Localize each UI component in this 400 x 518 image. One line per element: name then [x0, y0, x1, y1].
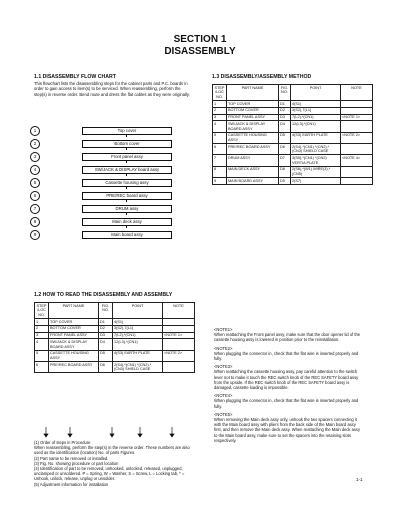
table-row: [35, 332, 195, 339]
note-body: When plugging the connector in, check that the flat wire is inserted properly and fully.: [214, 398, 359, 409]
table-cell: 1: [35, 318, 49, 325]
flow-step: [30, 126, 180, 136]
table-cell: 2(S7): [291, 178, 341, 185]
legend: [34, 440, 194, 487]
table-row: [213, 178, 373, 185]
table-cell: MAIN BOARD ASSY: [227, 178, 279, 185]
step-connector: [126, 186, 127, 189]
table-cell: 2: [213, 107, 227, 114]
note-body: When reattaching the Front panel assy, make sure that the door opener lid of the cassette housing assy is lowered in position prior to the reinstallation.: [214, 332, 361, 343]
table-cell: FRONT PANEL ASSY: [49, 332, 99, 339]
table-cell: <NOTE 4>: [341, 155, 373, 166]
table-cell: PRE/REC BOARD ASSY: [49, 362, 99, 373]
section-name: DISASSEMBLY: [164, 46, 236, 57]
table-cell: [163, 325, 195, 332]
table-cell: [341, 166, 373, 177]
table-cell: MAIN DECK ASSY: [227, 166, 279, 177]
table-cell: 8: [213, 166, 227, 177]
column-header: PART NAME: [49, 303, 99, 319]
table-row: [213, 144, 373, 155]
table-cell: CASSETTE HOUSING ASSY: [49, 350, 99, 361]
table-cell: 5: [35, 350, 49, 361]
table-row: [35, 325, 195, 332]
table-cell: PRE/REC BOARD ASSY: [227, 144, 279, 155]
column-header: FIG. NO.: [99, 303, 113, 319]
table-cell: 4: [35, 339, 49, 350]
table-cell: [341, 144, 373, 155]
step-connector: [126, 147, 127, 150]
flow-step: [30, 191, 180, 201]
table-cell: 3: [213, 114, 227, 121]
note-body: When plugging the connector in, check that the flat wire is inserted properly and fully.: [214, 350, 359, 362]
flow-step: [30, 178, 180, 188]
table-row: [213, 155, 373, 166]
step-connector: [126, 199, 127, 202]
table-cell: [163, 339, 195, 350]
table-cell: DRUM ASSY: [227, 155, 279, 166]
flow-step: [30, 204, 180, 214]
table-row: [213, 166, 373, 177]
table-row: [213, 107, 373, 114]
how-to-read-table: [34, 302, 195, 373]
step-number: 1: [30, 126, 40, 136]
table-cell: D8: [279, 166, 291, 177]
step-number: 7: [30, 204, 40, 214]
step-number: 6: [30, 191, 40, 201]
table-cell: CASSETTE HOUSING ASSY: [227, 132, 279, 143]
table-cell: 5: [213, 132, 227, 143]
table-cell: <NOTE 2>: [341, 132, 373, 143]
method-heading: 1.3 DISASSEMBLY/ASSEMBLY METHOD: [212, 74, 312, 80]
step-box: DRUM assy: [82, 205, 172, 213]
column-header: STEP /LOC NO.: [213, 85, 227, 101]
column-header: NOTE: [163, 303, 195, 319]
table-cell: 7(L2),*(CN1): [291, 114, 341, 121]
note-title: <NOTE2>: [214, 345, 233, 351]
legend-item: (5) Adjustment information for installation: [34, 481, 109, 487]
table-cell: D3: [99, 332, 113, 339]
table-cell: D4: [279, 121, 291, 132]
table-cell: <NOTE 2>: [163, 350, 195, 361]
table-cell: 4(S1): [291, 100, 341, 107]
step-box: SW/JACK & DISPLAY board assy: [82, 166, 172, 174]
table-cell: 2(S6),*(W1) WIRE(3),*(CN5): [291, 166, 341, 177]
step-connector: [126, 134, 127, 137]
legend-item: When reassembling, perform the step(s) in the reverse order. These numbers are also used as the identification (location) No. of parts Figures.: [34, 445, 190, 456]
table-cell: BOTTOM COVER: [49, 325, 99, 332]
reference-arrows: [40, 426, 180, 438]
table-cell: 6: [35, 362, 49, 373]
table-cell: D6: [99, 362, 113, 373]
table-cell: [163, 362, 195, 373]
table-row: [213, 114, 373, 121]
flow-chart-heading: 1.1 DISASSEMBLY FLOW CHART: [34, 74, 116, 80]
table-cell: 4: [213, 121, 227, 132]
table-cell: D4: [99, 339, 113, 350]
method-table: [212, 84, 373, 185]
table-cell: D6: [279, 144, 291, 155]
note-title: <NOTE3>: [214, 364, 233, 370]
legend-item: (4) Identification of part to be removed, unhooked, unlocked, released, unplugged, unclamped or unsoldered. P = Spring, W = Washer, S = Screw, L = Locking tab, * = Unhook, unlock, release, unplug or unsolder.: [34, 466, 185, 482]
step-box: Main deck assy: [82, 218, 172, 226]
table-cell: 2(S4),*(CN1) *(CN2),*(CN3) SHIELD CASE: [113, 362, 163, 373]
flow-step: [30, 139, 180, 149]
arrow-markers-icon: [40, 427, 180, 439]
column-header: NOTE: [341, 85, 373, 101]
table-row: [35, 350, 195, 361]
table-cell: 12(L3),*(CN1): [291, 121, 341, 132]
note-title: <NOTE1>: [214, 327, 233, 332]
note-body: When removing the Main deck assy only, unhook the two spacers connecting it with the Main board assy with pliers from the back side of the Main board assy first, and then remove the Main deck assy. When reattaching the Main deck assy to the Main board assy, make sure to set the spacers into the retaining slots respectively.: [214, 417, 361, 443]
table-cell: [341, 107, 373, 114]
table-cell: SW/JACK & DISPLAY BOARD ASSY: [49, 339, 99, 350]
table-cell: [341, 100, 373, 107]
column-header: POINT: [113, 303, 163, 319]
table-row: [213, 121, 373, 132]
table-cell: 4(S3) EARTH PLATE: [291, 132, 341, 143]
table-cell: 3(S5),*(CN1) *(CN2) VERTIA PLATE: [291, 155, 341, 166]
table-cell: D2: [279, 107, 291, 114]
step-box: PRE/REC board assy: [82, 192, 172, 200]
table-cell: 3(S2),7(L1): [291, 107, 341, 114]
step-connector: [126, 160, 127, 163]
table-cell: <NOTE 1>: [341, 114, 373, 121]
step-connector: [126, 173, 127, 176]
flow-chart-intro: This flowchart lists the disassembling steps for the cabinet parts and P.C. boards in order to gain access to item(s) to be serviced. When reassembling, perform the step(s) in reverse order. Bend route and dress the flat cables as they were originally.: [34, 81, 190, 97]
note-title: <NOTE5>: [214, 411, 233, 417]
table-cell: D1: [99, 318, 113, 325]
table-cell: D5: [279, 132, 291, 143]
table-cell: [163, 318, 195, 325]
table-cell: 3(S2),7(L1): [113, 325, 163, 332]
legend-item: (3) Fig. No. showing procedure or part location: [34, 460, 119, 466]
table-row: [213, 100, 373, 107]
note-body: When reattaching the cassette housing assy, pay careful attention to the switch lever not to make it touch the REC switch knob of the REC SAFETY board assy from the upside. If the REC switch knob of the REC SAFETY board assy is damaged, cassette loading is impossible.: [214, 369, 359, 391]
table-cell: [341, 121, 373, 132]
table-cell: 4(S3) EARTH PLATE: [113, 350, 163, 361]
table-cell: 6: [213, 144, 227, 155]
table-cell: 4(S1): [113, 318, 163, 325]
table-cell: 7(L2),*(CN1): [113, 332, 163, 339]
table-cell: D5: [99, 350, 113, 361]
table-cell: D2: [99, 325, 113, 332]
legend-item: (2) Part name to be removed or installed.: [34, 455, 109, 461]
section-title: [0, 34, 400, 58]
how-to-read-heading: 1.2 HOW TO READ THE DISASSEMBLY AND ASSEMBLY: [34, 292, 173, 298]
table-cell: 9: [213, 178, 227, 185]
flow-step: [30, 217, 180, 227]
table-cell: SW/JACK & DISPLAY BOARD ASSY: [227, 121, 279, 132]
table-cell: <NOTE 1>: [163, 332, 195, 339]
table-cell: 3: [35, 332, 49, 339]
table-cell: TOP COVER: [227, 100, 279, 107]
step-number: 9: [30, 230, 40, 240]
section-number: SECTION 1: [173, 34, 227, 45]
flow-step: [30, 230, 180, 240]
table-cell: [341, 178, 373, 185]
step-number: 5: [30, 178, 40, 188]
column-header: PART NAME: [227, 85, 279, 101]
step-box: Cassette housing assy: [82, 179, 172, 187]
step-box: Main board assy: [82, 231, 172, 239]
table-cell: 2: [35, 325, 49, 332]
step-number: 4: [30, 165, 40, 175]
column-header: POINT: [291, 85, 341, 101]
step-number: 8: [30, 217, 40, 227]
step-number: 2: [30, 139, 40, 149]
note-title: <NOTE4>: [214, 393, 233, 399]
step-box: Bottom cover: [82, 140, 172, 148]
table-cell: D9: [279, 178, 291, 185]
notes: [214, 324, 364, 443]
table-row: [35, 362, 195, 373]
table-cell: 12(L3),*(CN1): [113, 339, 163, 350]
table-cell: 1: [213, 100, 227, 107]
flow-step: [30, 165, 180, 175]
table-cell: D1: [279, 100, 291, 107]
table-cell: 7: [213, 155, 227, 166]
legend-item: (1) Order of steps in Procedure: [34, 440, 91, 445]
column-header: FIG. NO.: [279, 85, 291, 101]
step-connector: [126, 212, 127, 215]
table-row: [35, 339, 195, 350]
step-box: Front panel assy: [82, 153, 172, 161]
table-cell: FRONT PANEL ASSY: [227, 114, 279, 121]
table-cell: D7: [279, 155, 291, 166]
page-number: 1-1: [356, 477, 363, 482]
step-connector: [126, 225, 127, 228]
table-row: [213, 132, 373, 143]
table-row: [35, 318, 195, 325]
table-cell: 2(S4),*(CN1) *(CN2),*(CN3) SHIELD CASE: [291, 144, 341, 155]
table-cell: TOP COVER: [49, 318, 99, 325]
table-cell: D3: [279, 114, 291, 121]
flow-step: [30, 152, 180, 162]
step-number: 3: [30, 152, 40, 162]
step-box: Top cover: [82, 127, 172, 135]
table-cell: BOTTOM COVER: [227, 107, 279, 114]
column-header: STEP /LOC NO.: [35, 303, 49, 319]
